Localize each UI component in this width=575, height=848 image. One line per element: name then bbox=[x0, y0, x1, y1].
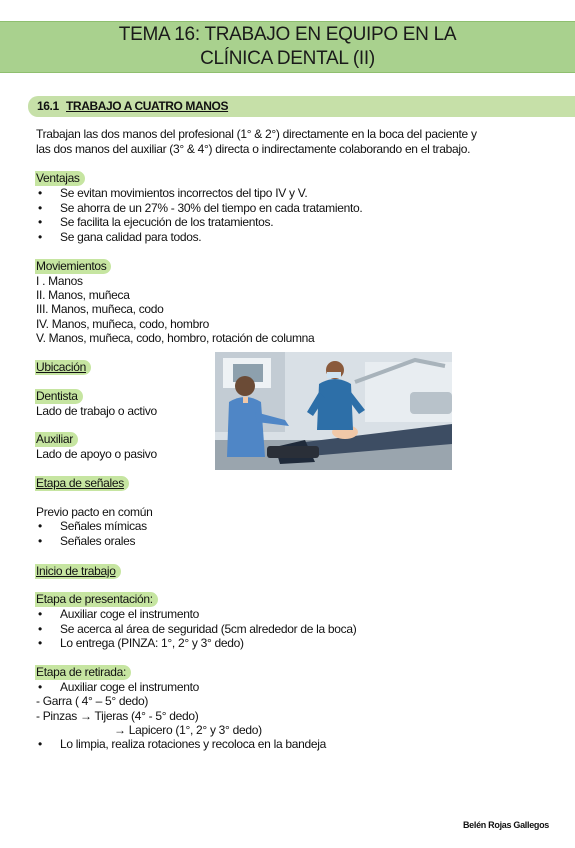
retirada-line: → Lapicero (1°, 2° y 3° dedo) bbox=[114, 723, 262, 737]
dental-clinic-photo bbox=[215, 352, 452, 470]
title-top-rule bbox=[0, 21, 575, 22]
ventajas-item: • Se ahorra de un 27% - 30% del tiempo en cada tratamiento. bbox=[38, 201, 362, 216]
senales-item: • Señales orales bbox=[38, 534, 147, 549]
presentacion-item: • Se acerca al área de seguridad (5cm alrededor de la boca) bbox=[38, 622, 356, 637]
movimiento-item: II. Manos, muñeca bbox=[36, 288, 130, 302]
title-bottom-rule bbox=[0, 72, 575, 73]
inicio-heading: Inicio de trabajo bbox=[35, 564, 121, 579]
retirada-item: • Auxiliar coge el instrumento bbox=[38, 680, 199, 695]
retirada-line: - Pinzas → Tijeras (4° - 5° dedo) bbox=[36, 709, 199, 723]
dentista-heading: Dentista bbox=[35, 389, 83, 404]
presentacion-item: • Auxiliar coge el instrumento bbox=[38, 607, 356, 622]
retirada-heading: Etapa de retirada: bbox=[35, 665, 131, 680]
intro-line-2: las dos manos del auxiliar (3° & 4°) directa o indirectamente colaborando en el trabajo. bbox=[36, 142, 471, 156]
retirada-item: • Lo limpia, realiza rotaciones y recoloca en la bandeja bbox=[38, 737, 326, 752]
title-line-2: CLÍNICA DENTAL (II) bbox=[200, 48, 375, 69]
retirada-line: - Garra ( 4° – 5° dedo) bbox=[36, 694, 149, 708]
intro-line-1: Trabajan las dos manos del profesional (1° & 2°) directamente en la boca del paciente y bbox=[36, 127, 477, 141]
ventajas-heading: Ventajas bbox=[35, 171, 85, 186]
senales-heading: Etapa de señales bbox=[35, 476, 129, 491]
senales-item: • Señales mímicas bbox=[38, 519, 147, 534]
title-banner bbox=[0, 21, 575, 73]
ventajas-item: • Se gana calidad para todos. bbox=[38, 230, 362, 245]
movimiento-item: I . Manos bbox=[36, 274, 83, 288]
retirada-list-top bbox=[38, 680, 199, 695]
ventajas-item: • Se facilita la ejecución de los tratamientos. bbox=[38, 215, 362, 230]
presentacion-item: • Lo entrega (PINZA: 1°, 2° y 3° dedo) bbox=[38, 636, 356, 651]
senales-list bbox=[38, 519, 147, 548]
presentacion-list bbox=[38, 607, 356, 651]
section-label: TRABAJO A CUATRO MANOS bbox=[66, 99, 229, 113]
retirada-list-bottom bbox=[38, 737, 326, 752]
ventajas-item: • Se evitan movimientos incorrectos del tipo IV y V. bbox=[38, 186, 362, 201]
section-header bbox=[28, 96, 575, 117]
auxiliar-heading: Auxiliar bbox=[35, 432, 78, 447]
section-number: 16.1 bbox=[37, 99, 59, 113]
ventajas-list bbox=[38, 186, 362, 244]
movimiento-item: V. Manos, muñeca, codo, hombro, rotación de columna bbox=[36, 331, 315, 345]
presentacion-heading: Etapa de presentación: bbox=[35, 592, 158, 607]
senales-intro: Previo pacto en común bbox=[36, 505, 153, 519]
movimientos-heading: Moviemientos bbox=[35, 259, 111, 274]
ubicacion-heading: Ubicación bbox=[35, 360, 91, 375]
movimiento-item: III. Manos, muñeca, codo bbox=[36, 302, 164, 316]
footer-author: Belén Rojas Gallegos bbox=[462, 820, 549, 830]
auxiliar-text: Lado de apoyo o pasivo bbox=[36, 447, 157, 461]
title-line-1: TEMA 16: TRABAJO EN EQUIPO EN LA bbox=[118, 24, 457, 45]
dentista-text: Lado de trabajo o activo bbox=[36, 404, 157, 418]
movimiento-item: IV. Manos, muñeca, codo, hombro bbox=[36, 317, 210, 331]
dental-scene-illustration bbox=[215, 352, 452, 470]
